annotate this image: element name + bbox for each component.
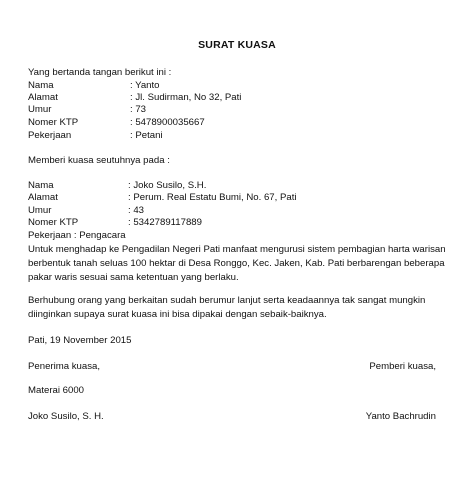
grantee-address-value: : Perum. Real Estatu Bumi, No. 67, Pati <box>128 192 297 203</box>
grantee-age-label: Umur <box>28 205 52 216</box>
giver-label: Pemberi kuasa, <box>369 361 436 372</box>
grantee-age-value: : 43 <box>128 205 145 216</box>
grantor-occupation-value: : Petani <box>130 130 163 141</box>
grantee-row-age <box>28 205 144 217</box>
grantee-row-address <box>28 192 297 204</box>
stamp-text: Materai 6000 <box>28 385 84 396</box>
grantor-ktp-value: : 5478900035667 <box>130 117 205 128</box>
grantor-age-value: : 73 <box>130 104 147 115</box>
intro-text: Yang bertanda tangan berikut ini : <box>28 67 172 78</box>
grantor-occupation-label: Pekerjaan <box>28 130 72 141</box>
grantee-address-label: Alamat <box>28 192 58 203</box>
grantee-occupation-line: Pekerjaan : Pengacara <box>28 230 126 241</box>
giver-name: Yanto Bachrudin <box>365 411 436 422</box>
letter-title: SURAT KUASA <box>198 39 276 51</box>
grantor-row-age <box>28 104 146 116</box>
grantee-ktp-label: Nomer KTP <box>28 217 79 228</box>
grantor-row-ktp <box>28 117 205 129</box>
place-date: Pati, 19 November 2015 <box>28 335 132 346</box>
paragraph-purpose: Untuk menghadap ke Pengadilan Negeri Pati manfaat mengurusi sistem pembagian harta warisan berbentuk tanah seluas 100 hektar di Desa Ronggo, Kec. Jaken, Kab. Pati berbarengan beberapa pakar waris sesuai sama ketentuan yang berlaku. <box>28 244 446 283</box>
receiver-label: Penerima kuasa, <box>28 361 100 372</box>
receiver-name: Joko Susilo, S. H. <box>28 411 104 422</box>
grantor-name-label: Nama <box>28 80 54 91</box>
grantor-ktp-label: Nomer KTP <box>28 117 79 128</box>
grantor-row-address <box>28 92 241 104</box>
grantee-name-label: Nama <box>28 180 54 191</box>
grantor-name-value: : Yanto <box>130 80 160 91</box>
grantee-name-value: : Joko Susilo, S.H. <box>128 180 207 191</box>
paragraph-reason: Berhubung orang yang berkaitan sudah berumur lanjut serta keadaannya tak sangat mungkin diinginkan supaya surat kuasa ini bisa dipakai dengan sebaik-baiknya. <box>28 295 426 320</box>
grantor-address-value: : Jl. Sudirman, No 32, Pati <box>130 92 242 103</box>
grant-intro-text: Memberi kuasa seutuhnya pada : <box>28 155 170 166</box>
grantor-address-label: Alamat <box>28 92 58 103</box>
grantee-row-name <box>28 180 206 192</box>
grantee-ktp-value: : 5342789117889 <box>128 217 202 228</box>
grantee-row-ktp <box>28 217 202 229</box>
grantor-row-occupation <box>28 130 163 142</box>
grantor-age-label: Umur <box>28 104 52 115</box>
grantor-row-name <box>28 80 160 92</box>
